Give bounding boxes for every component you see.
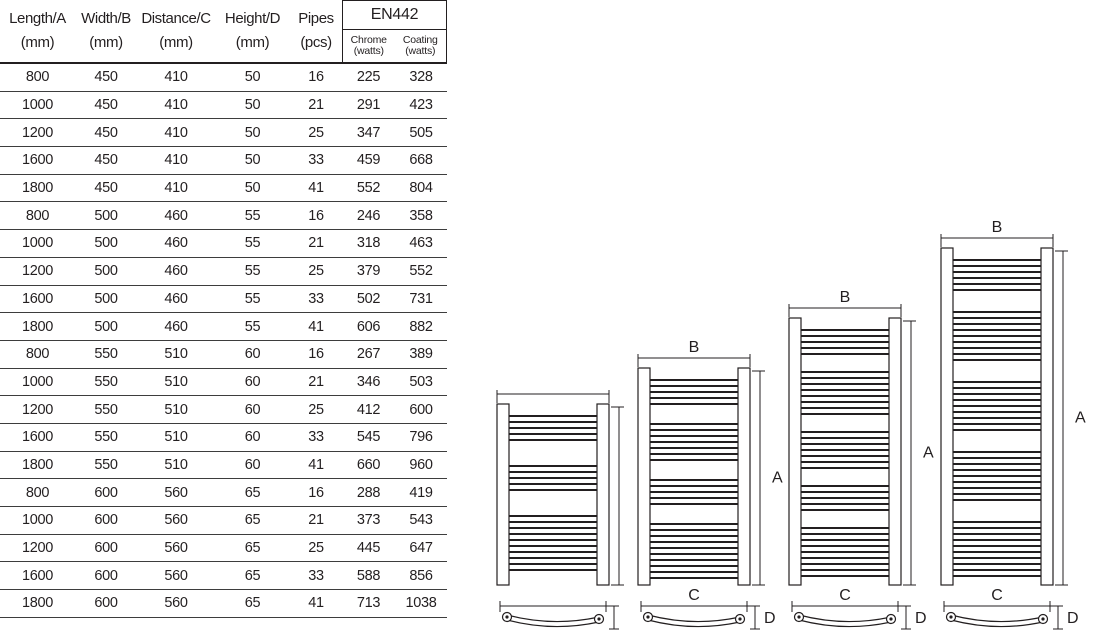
table-header: [0, 0, 447, 64]
table-cell: 21: [308, 97, 324, 114]
column-unit: (mm): [235, 34, 270, 51]
table-cell: 450: [94, 152, 118, 169]
table-cell: 55: [244, 235, 261, 252]
mount-circle-dot: [505, 615, 508, 618]
table-cell: 882: [409, 318, 433, 335]
table-cell: 856: [409, 567, 433, 584]
table-row: [0, 341, 447, 369]
table-row: [0, 258, 447, 286]
table-row: [0, 202, 447, 230]
table-cell: 1000: [21, 373, 54, 390]
column-header-length: [0, 0, 75, 62]
table-cell: 1800: [21, 456, 54, 473]
table-cell: 50: [244, 180, 261, 197]
table-cell: 25: [308, 124, 324, 141]
table-row: [0, 452, 447, 480]
table-cell: 65: [244, 484, 261, 501]
table-cell: 60: [244, 456, 261, 473]
table-cell: 545: [356, 429, 381, 446]
table-cell: 1038: [405, 595, 437, 612]
column-label: Pipes: [298, 10, 334, 27]
table-cell: 55: [244, 290, 261, 307]
table-cell: 65: [244, 567, 261, 584]
table-cell: 560: [164, 540, 188, 557]
column-unit: (watts): [405, 45, 436, 57]
table-cell: 560: [164, 595, 188, 612]
table-cell: 600: [94, 595, 118, 612]
table-cell: 55: [244, 207, 261, 224]
column-label: Chrome: [350, 34, 387, 46]
table-cell: 55: [244, 318, 261, 335]
table-cell: 1600: [21, 290, 54, 307]
label-b: B: [839, 289, 851, 306]
table-row: [0, 64, 447, 92]
table-cell: 50: [244, 97, 261, 114]
table-cell: 65: [244, 540, 261, 557]
table-cell: 550: [94, 346, 118, 363]
table-cell: 347: [356, 124, 381, 141]
table-cell: 510: [164, 346, 188, 363]
table-cell: 500: [94, 207, 118, 224]
en442-title: EN442: [343, 1, 446, 30]
table-cell: 450: [94, 124, 118, 141]
right-rail: [738, 368, 750, 585]
table-cell: 560: [164, 484, 188, 501]
table-cell: 25: [308, 263, 324, 280]
table-cell: 588: [356, 567, 381, 584]
column-header-distance: [137, 0, 215, 62]
table-cell: 550: [94, 401, 118, 418]
table-cell: 21: [308, 373, 324, 390]
table-cell: 60: [244, 401, 261, 418]
curve-top: [951, 615, 1043, 622]
table-cell: 65: [244, 512, 261, 529]
table-cell: 647: [409, 540, 433, 557]
table-cell: 560: [164, 512, 188, 529]
table-cell: 731: [409, 290, 433, 307]
table-row: [0, 562, 447, 590]
table-row: [0, 286, 447, 314]
table-cell: 412: [356, 401, 381, 418]
column-header-height: [215, 0, 290, 62]
table-cell: 606: [356, 318, 381, 335]
table-cell: 600: [94, 512, 118, 529]
table-cell: 510: [164, 429, 188, 446]
table-cell: 33: [308, 290, 324, 307]
radiator-diagram: [497, 390, 624, 629]
column-header-width: [75, 0, 137, 62]
table-cell: 379: [356, 263, 381, 280]
table-cell: 16: [308, 346, 324, 363]
table-row: [0, 175, 447, 203]
table-cell: 600: [94, 567, 118, 584]
table-cell: 450: [94, 180, 118, 197]
table-cell: 800: [25, 207, 50, 224]
table-row: [0, 507, 447, 535]
column-unit: (pcs): [300, 34, 332, 51]
table-cell: 16: [308, 69, 324, 86]
table-cell: 550: [94, 456, 118, 473]
table-cell: 410: [164, 124, 188, 141]
table-cell: 1000: [21, 512, 54, 529]
table-cell: 502: [356, 290, 381, 307]
table-cell: 41: [308, 456, 324, 473]
table-cell: 410: [164, 180, 188, 197]
table-cell: 505: [409, 124, 433, 141]
table-cell: 60: [244, 346, 261, 363]
table-cell: 16: [308, 484, 324, 501]
label-c: C: [991, 587, 1003, 604]
table-cell: 291: [356, 97, 381, 114]
table-cell: 600: [409, 401, 433, 418]
table-cell: 50: [244, 152, 261, 169]
table-body: [0, 64, 447, 618]
table-row: [0, 396, 447, 424]
table-cell: 55: [244, 263, 261, 280]
left-rail: [638, 368, 650, 585]
table-row: [0, 230, 447, 258]
table-cell: 410: [164, 97, 188, 114]
table-cell: 552: [356, 180, 381, 197]
mount-circle-dot: [889, 617, 892, 620]
table-cell: 246: [356, 207, 381, 224]
table-cell: 25: [308, 540, 324, 557]
label-a: A: [1075, 409, 1086, 427]
table-cell: 41: [308, 595, 324, 612]
label-b: B: [688, 339, 700, 356]
table-row: [0, 92, 447, 120]
table-cell: 510: [164, 456, 188, 473]
label-d: D: [915, 610, 927, 627]
column-label: Height/D: [224, 10, 281, 27]
table-cell: 410: [164, 69, 188, 86]
table-row: [0, 424, 447, 452]
table-cell: 713: [356, 595, 381, 612]
table-cell: 33: [308, 152, 324, 169]
table-row: [0, 313, 447, 341]
table-cell: 460: [164, 207, 188, 224]
right-rail: [889, 318, 901, 585]
table-cell: 21: [308, 512, 324, 529]
mount-circle-dot: [597, 617, 600, 620]
label-c: C: [839, 587, 851, 604]
table-cell: 510: [164, 373, 188, 390]
table-cell: 543: [409, 512, 433, 529]
column-header-coating: [395, 30, 447, 62]
table-cell: 550: [94, 373, 118, 390]
spec-table: [0, 0, 447, 618]
table-cell: 600: [94, 484, 118, 501]
column-label: Length/A: [9, 10, 66, 27]
table-cell: 60: [244, 373, 261, 390]
table-cell: 328: [409, 69, 433, 86]
right-rail: [1041, 248, 1053, 585]
table-cell: 419: [409, 484, 433, 501]
table-cell: 960: [409, 456, 433, 473]
table-row: [0, 119, 447, 147]
mount-circle-dot: [797, 615, 800, 618]
table-cell: 460: [164, 263, 188, 280]
label-c: C: [688, 587, 700, 604]
table-cell: 225: [356, 69, 381, 86]
column-unit: (watts): [353, 45, 384, 57]
table-cell: 41: [308, 180, 324, 197]
radiator-diagrams: [447, 0, 1105, 638]
table-cell: 1000: [21, 97, 54, 114]
label-d: D: [1067, 610, 1079, 627]
table-cell: 50: [244, 124, 261, 141]
table-row: [0, 590, 447, 618]
table-cell: 500: [94, 318, 118, 335]
column-unit: (mm): [89, 34, 123, 51]
table-cell: 550: [94, 429, 118, 446]
table-cell: 50: [244, 69, 261, 86]
curve-top: [648, 615, 740, 622]
table-cell: 660: [356, 456, 381, 473]
table-cell: 21: [308, 235, 324, 252]
table-cell: 33: [308, 567, 324, 584]
label-a: A: [923, 444, 934, 462]
table-cell: 510: [164, 401, 188, 418]
radiator-diagram: [638, 339, 783, 629]
table-cell: 459: [356, 152, 381, 169]
table-cell: 41: [308, 318, 324, 335]
table-cell: 500: [94, 263, 118, 280]
table-cell: 445: [356, 540, 381, 557]
table-cell: 346: [356, 373, 381, 390]
table-cell: 1800: [21, 595, 54, 612]
table-cell: 60: [244, 429, 261, 446]
table-cell: 800: [25, 69, 50, 86]
left-rail: [497, 404, 509, 585]
table-cell: 503: [409, 373, 433, 390]
table-cell: 560: [164, 567, 188, 584]
left-rail: [789, 318, 801, 585]
table-row: [0, 369, 447, 397]
table-cell: 450: [94, 69, 118, 86]
right-rail: [597, 404, 609, 585]
en442-header-group: [342, 0, 447, 62]
table-cell: 16: [308, 207, 324, 224]
table-cell: 668: [409, 152, 433, 169]
table-cell: 1600: [21, 429, 54, 446]
table-row: [0, 147, 447, 175]
table-cell: 410: [164, 152, 188, 169]
label-a: A: [772, 469, 783, 487]
table-cell: 288: [356, 484, 381, 501]
table-cell: 804: [409, 180, 433, 197]
table-row: [0, 479, 447, 507]
column-label: Coating: [402, 34, 438, 46]
table-cell: 500: [94, 235, 118, 252]
mount-circle-dot: [949, 615, 952, 618]
table-cell: 358: [409, 207, 433, 224]
table-cell: 500: [94, 290, 118, 307]
table-cell: 460: [164, 235, 188, 252]
column-header-pipes: [290, 0, 342, 62]
table-cell: 33: [308, 429, 324, 446]
table-cell: 267: [356, 346, 381, 363]
mount-circle-dot: [646, 615, 649, 618]
table-cell: 1200: [21, 401, 54, 418]
table-cell: 1600: [21, 567, 54, 584]
table-cell: 460: [164, 290, 188, 307]
table-cell: 423: [409, 97, 433, 114]
label-b: B: [991, 219, 1003, 236]
table-cell: 318: [356, 235, 381, 252]
radiator-diagram: [941, 219, 1086, 629]
left-rail: [941, 248, 953, 585]
table-cell: 389: [409, 346, 433, 363]
en442-subcolumns: [343, 30, 446, 62]
column-header-chrome: [343, 30, 395, 62]
table-cell: 65: [244, 595, 261, 612]
table-cell: 796: [409, 429, 433, 446]
table-cell: 463: [409, 235, 433, 252]
table-cell: 460: [164, 318, 188, 335]
table-cell: 600: [94, 540, 118, 557]
curve-top: [799, 615, 891, 622]
table-cell: 800: [25, 484, 50, 501]
table-cell: 1000: [21, 235, 54, 252]
table-cell: 25: [308, 401, 324, 418]
table-cell: 800: [25, 346, 50, 363]
table-row: [0, 535, 447, 563]
table-cell: 552: [409, 263, 433, 280]
table-cell: 1800: [21, 318, 54, 335]
table-cell: 1200: [21, 263, 54, 280]
table-cell: 1800: [21, 180, 54, 197]
column-label: Width/B: [81, 10, 131, 27]
table-cell: 373: [356, 512, 381, 529]
column-label: Distance/C: [141, 10, 211, 27]
label-d: D: [764, 610, 776, 627]
column-unit: (mm): [159, 34, 193, 51]
table-cell: 450: [94, 97, 118, 114]
mount-circle-dot: [738, 617, 741, 620]
table-cell: 1200: [21, 540, 54, 557]
radiator-diagram: [789, 289, 934, 629]
column-unit: (mm): [20, 34, 55, 51]
table-cell: 1600: [21, 152, 54, 169]
table-cell: 1200: [21, 124, 54, 141]
curve-top: [507, 615, 599, 622]
mount-circle-dot: [1041, 617, 1044, 620]
